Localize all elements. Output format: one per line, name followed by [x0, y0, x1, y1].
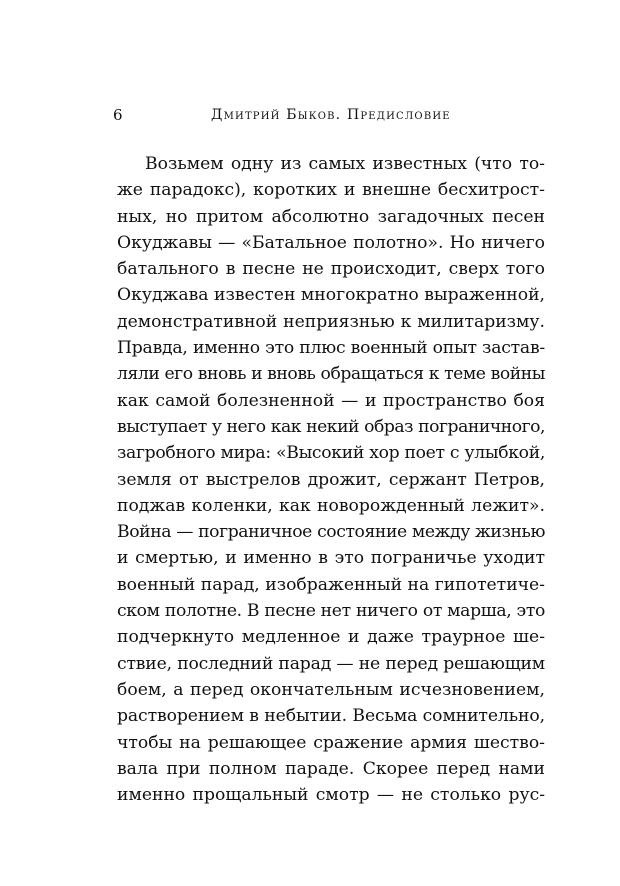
text-line: выступает у него как некий образ пограничного, [117, 416, 545, 437]
text-line: ных, но притом абсолютно загадочных песен [117, 206, 545, 227]
text-line: именно прощальный смотр — не столько рус- [117, 785, 545, 806]
text-line: подчеркнуто медленное и даже траурное ше- [117, 627, 545, 648]
text-line: боем, а перед окончательным исчезновением, [117, 679, 545, 700]
text-line: ляли его вновь и вновь обращаться к теме войны [117, 364, 545, 385]
text-line: и смертью, и именно в это пограничье уходит [117, 548, 545, 569]
text-line: Война — пограничное состояние между жизнью [117, 522, 545, 543]
running-head [113, 104, 513, 126]
text-line: батального в песне не происходит, сверх того [117, 259, 545, 280]
text-line: Возьмем одну из самых известных (что то- [145, 154, 545, 174]
text-line: военный парад, изображенный на гипотетиче- [117, 574, 545, 595]
text-line: растворением в небытии. Весьма сомнительно, [117, 706, 545, 727]
running-title: Дмитрий Быков. Предисловие [211, 107, 451, 123]
text-line: Окуджавы — «Батальное полотно». Но ничего [117, 232, 545, 253]
text-line: земля от выстрелов дрожит, сержант Петров, [117, 469, 545, 490]
page-number: 6 [113, 106, 123, 124]
text-line: Окуджава известен многократно выраженной, [117, 285, 545, 306]
text-line: загробного мира: «Высокий хор поет с улыбкой, [117, 443, 545, 464]
text-line: Правда, именно это плюс военный опыт застав- [117, 338, 545, 359]
text-line: ствие, последний парад — не перед решающим [117, 653, 545, 674]
text-line: чтобы на решающее сражение армия шество- [117, 732, 545, 753]
text-line: как самой болезненной — и пространство боя [117, 390, 545, 411]
text-line: же парадокс), коротких и внешне бесхитрост- [117, 180, 545, 201]
text-line: поджав коленки, как новорожденный лежит». [117, 495, 545, 516]
text-line: ском полотне. В песне нет ничего от марша, это [117, 601, 545, 622]
text-line: вала при полном параде. Скорее перед нами [117, 758, 545, 779]
body-paragraph [117, 151, 545, 808]
text-line: демонстративной неприязнью к милитаризму. [117, 311, 545, 332]
